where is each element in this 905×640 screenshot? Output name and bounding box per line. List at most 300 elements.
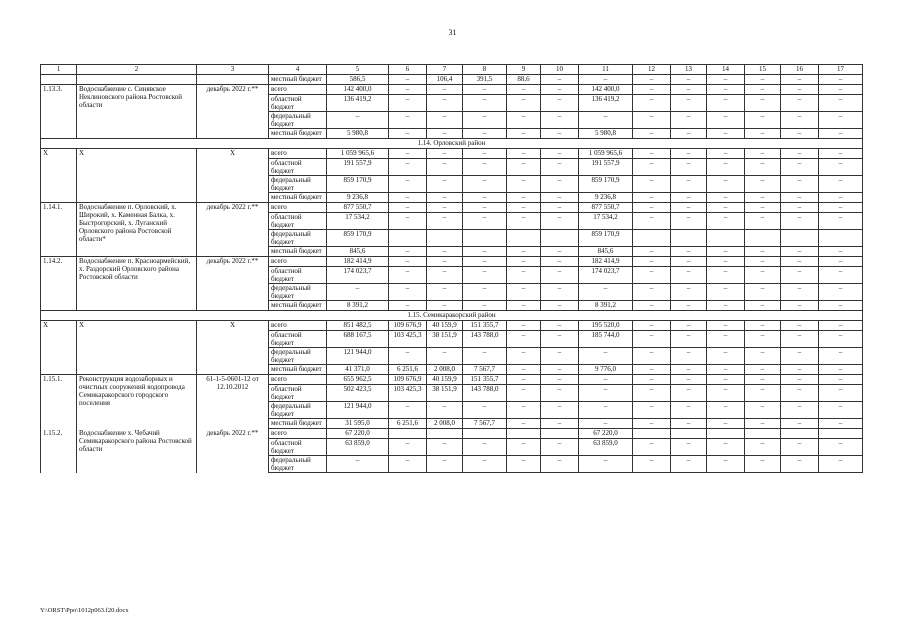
amount-cell: –	[507, 419, 541, 429]
item-deadline	[197, 75, 269, 85]
amount-cell: 2 008,0	[427, 419, 463, 429]
amount-cell: –	[427, 247, 463, 257]
budget-table	[40, 64, 863, 473]
amount-cell: –	[819, 419, 863, 429]
item-name: X	[77, 149, 197, 203]
amount-cell: 9 236,8	[579, 193, 633, 203]
amount-cell: –	[819, 375, 863, 385]
amount-cell	[707, 429, 745, 439]
column-number: 3	[197, 65, 269, 75]
amount-cell: –	[819, 149, 863, 159]
amount-cell: –	[507, 365, 541, 375]
amount-cell: 655 962,5	[327, 375, 389, 385]
amount-cell: 502 423,5	[327, 385, 389, 402]
amount-cell: –	[707, 149, 745, 159]
amount-cell: –	[507, 375, 541, 385]
amount-cell: –	[707, 385, 745, 402]
funding-source: областной бюджет	[269, 95, 327, 112]
amount-cell	[463, 230, 507, 247]
amount-cell: 7 567,7	[463, 419, 507, 429]
amount-cell: –	[507, 284, 541, 301]
amount-cell: –	[633, 203, 671, 213]
amount-cell: –	[707, 456, 745, 473]
amount-cell: –	[389, 257, 427, 267]
item-number: 1.14.1.	[41, 203, 77, 257]
amount-cell: –	[389, 149, 427, 159]
amount-cell: –	[427, 203, 463, 213]
amount-cell: –	[633, 257, 671, 267]
amount-cell: –	[745, 203, 781, 213]
amount-cell: 877 550,7	[327, 203, 389, 213]
amount-cell: –	[633, 95, 671, 112]
amount-cell: –	[707, 95, 745, 112]
amount-cell: –	[633, 331, 671, 348]
amount-cell: –	[707, 267, 745, 284]
amount-cell: 688 167,5	[327, 331, 389, 348]
amount-cell: –	[507, 257, 541, 267]
funding-source: областной бюджет	[269, 439, 327, 456]
amount-cell: 185 744,0	[579, 331, 633, 348]
amount-cell: –	[463, 129, 507, 139]
item-name: Водоснабжение с. Синявское Неклиновского района Ростовской области	[77, 85, 197, 139]
amount-cell	[541, 429, 579, 439]
amount-cell: –	[671, 193, 707, 203]
amount-cell: –	[633, 159, 671, 176]
amount-cell	[427, 429, 463, 439]
column-number: 13	[671, 65, 707, 75]
item-number: 1.15.2.	[41, 429, 77, 473]
amount-cell: –	[427, 284, 463, 301]
amount-cell: 41 371,0	[327, 365, 389, 375]
amount-cell: –	[633, 149, 671, 159]
amount-cell: –	[819, 439, 863, 456]
amount-cell: –	[389, 284, 427, 301]
amount-cell: –	[579, 419, 633, 429]
amount-cell: –	[781, 456, 819, 473]
amount-cell: –	[707, 284, 745, 301]
amount-cell: 151 355,7	[463, 321, 507, 331]
amount-cell: –	[463, 247, 507, 257]
amount-cell: –	[507, 348, 541, 365]
amount-cell: –	[633, 301, 671, 311]
amount-cell: –	[745, 456, 781, 473]
amount-cell: 63 859,0	[579, 439, 633, 456]
amount-cell: 845,6	[327, 247, 389, 257]
amount-cell: –	[819, 159, 863, 176]
amount-cell: –	[707, 159, 745, 176]
amount-cell: –	[541, 159, 579, 176]
header-row	[41, 65, 863, 75]
amount-cell: –	[707, 112, 745, 129]
amount-cell: –	[327, 112, 389, 129]
amount-cell: –	[781, 193, 819, 203]
amount-cell: –	[463, 193, 507, 203]
amount-cell: –	[745, 95, 781, 112]
column-number: 7	[427, 65, 463, 75]
amount-cell: –	[781, 284, 819, 301]
amount-cell: 191 557,9	[327, 159, 389, 176]
amount-cell: –	[819, 176, 863, 193]
amount-cell: –	[671, 95, 707, 112]
amount-cell: –	[819, 213, 863, 230]
amount-cell: –	[389, 247, 427, 257]
amount-cell: 142 400,0	[327, 85, 389, 95]
amount-cell: –	[327, 456, 389, 473]
amount-cell: –	[507, 439, 541, 456]
amount-cell: –	[633, 402, 671, 419]
amount-cell: –	[579, 375, 633, 385]
amount-cell: –	[389, 456, 427, 473]
amount-cell: –	[671, 419, 707, 429]
amount-cell: –	[707, 85, 745, 95]
amount-cell: –	[671, 321, 707, 331]
amount-cell: –	[633, 112, 671, 129]
amount-cell: –	[507, 456, 541, 473]
amount-cell: 859 170,9	[327, 176, 389, 193]
amount-cell: –	[633, 385, 671, 402]
amount-cell: –	[507, 95, 541, 112]
amount-cell: –	[507, 85, 541, 95]
amount-cell: 31 595,0	[327, 419, 389, 429]
item-number: X	[41, 149, 77, 203]
amount-cell: –	[633, 439, 671, 456]
column-number: 14	[707, 65, 745, 75]
amount-cell: –	[541, 321, 579, 331]
amount-cell: –	[745, 149, 781, 159]
amount-cell: –	[707, 419, 745, 429]
amount-cell: –	[633, 75, 671, 85]
amount-cell: –	[633, 348, 671, 365]
amount-cell: –	[745, 348, 781, 365]
amount-cell: –	[463, 267, 507, 284]
amount-cell: –	[745, 331, 781, 348]
amount-cell: –	[781, 375, 819, 385]
amount-cell: –	[463, 176, 507, 193]
amount-cell: –	[541, 439, 579, 456]
amount-cell: –	[745, 176, 781, 193]
funding-source: областной бюджет	[269, 331, 327, 348]
amount-cell: –	[671, 402, 707, 419]
table-row	[41, 257, 863, 267]
amount-cell: –	[579, 75, 633, 85]
amount-cell: –	[507, 267, 541, 284]
amount-cell: –	[507, 213, 541, 230]
amount-cell: –	[427, 213, 463, 230]
amount-cell: –	[819, 95, 863, 112]
funding-source: федеральный бюджет	[269, 284, 327, 301]
amount-cell: 5 980,8	[579, 129, 633, 139]
amount-cell: –	[541, 247, 579, 257]
amount-cell: 106,4	[427, 75, 463, 85]
amount-cell: –	[427, 193, 463, 203]
amount-cell: 17 534,2	[579, 213, 633, 230]
funding-source: всего	[269, 257, 327, 267]
amount-cell: –	[819, 284, 863, 301]
amount-cell: –	[819, 85, 863, 95]
amount-cell: –	[781, 301, 819, 311]
amount-cell: 5 980,8	[327, 129, 389, 139]
funding-source: всего	[269, 321, 327, 331]
amount-cell: –	[507, 149, 541, 159]
amount-cell: –	[819, 456, 863, 473]
amount-cell: 88,6	[507, 75, 541, 85]
table-row	[41, 375, 863, 385]
amount-cell: –	[819, 331, 863, 348]
amount-cell: –	[671, 375, 707, 385]
amount-cell: –	[327, 284, 389, 301]
amount-cell: –	[463, 348, 507, 365]
amount-cell: –	[745, 385, 781, 402]
amount-cell: –	[819, 348, 863, 365]
section-row	[41, 139, 863, 149]
amount-cell: –	[389, 129, 427, 139]
item-name: X	[77, 321, 197, 375]
amount-cell: –	[463, 456, 507, 473]
amount-cell: –	[633, 365, 671, 375]
item-deadline: 61-1-5-0601-12 от 12.10.2012	[197, 375, 269, 429]
funding-source: местный бюджет	[269, 75, 327, 85]
amount-cell: 109 676,9	[389, 321, 427, 331]
section-title: 1.14. Орловский район	[41, 139, 863, 149]
amount-cell: –	[781, 439, 819, 456]
amount-cell: –	[633, 419, 671, 429]
amount-cell: –	[707, 193, 745, 203]
amount-cell: –	[463, 402, 507, 419]
amount-cell	[389, 230, 427, 247]
amount-cell: 38 151,9	[427, 331, 463, 348]
amount-cell: –	[707, 257, 745, 267]
amount-cell: –	[427, 85, 463, 95]
amount-cell: –	[707, 129, 745, 139]
amount-cell: –	[819, 203, 863, 213]
amount-cell: –	[781, 247, 819, 257]
amount-cell: –	[427, 149, 463, 159]
funding-source: областной бюджет	[269, 385, 327, 402]
amount-cell: –	[541, 112, 579, 129]
amount-cell: –	[707, 301, 745, 311]
amount-cell: 174 023,7	[579, 267, 633, 284]
amount-cell: 38 151,9	[427, 385, 463, 402]
amount-cell: 136 419,2	[579, 95, 633, 112]
amount-cell: –	[707, 213, 745, 230]
amount-cell: –	[745, 193, 781, 203]
amount-cell: 195 520,0	[579, 321, 633, 331]
amount-cell: –	[579, 284, 633, 301]
amount-cell: –	[781, 85, 819, 95]
item-deadline: декабрь 2022 г.**	[197, 429, 269, 473]
section-title: 1.15. Семикаракорский район	[41, 311, 863, 321]
amount-cell: –	[541, 149, 579, 159]
amount-cell: –	[707, 348, 745, 365]
funding-source: местный бюджет	[269, 365, 327, 375]
funding-source: федеральный бюджет	[269, 402, 327, 419]
amount-cell: 1 059 965,6	[327, 149, 389, 159]
table-row	[41, 75, 863, 85]
funding-source: местный бюджет	[269, 301, 327, 311]
amount-cell: –	[633, 129, 671, 139]
amount-cell: –	[633, 213, 671, 230]
funding-source: всего	[269, 85, 327, 95]
amount-cell: –	[427, 176, 463, 193]
amount-cell: –	[781, 365, 819, 375]
amount-cell: 2 008,0	[427, 365, 463, 375]
amount-cell: –	[819, 247, 863, 257]
amount-cell: –	[745, 365, 781, 375]
amount-cell: –	[707, 247, 745, 257]
amount-cell: 67 220,0	[579, 429, 633, 439]
column-number: 11	[579, 65, 633, 75]
amount-cell: –	[389, 439, 427, 456]
table-row	[41, 321, 863, 331]
amount-cell: 1 059 965,6	[579, 149, 633, 159]
amount-cell: 17 534,2	[327, 213, 389, 230]
amount-cell: –	[463, 301, 507, 311]
amount-cell: –	[745, 213, 781, 230]
amount-cell: –	[633, 85, 671, 95]
amount-cell: 142 400,0	[579, 85, 633, 95]
amount-cell: –	[507, 385, 541, 402]
amount-cell: –	[389, 112, 427, 129]
amount-cell: –	[671, 159, 707, 176]
amount-cell: –	[781, 321, 819, 331]
amount-cell: –	[389, 213, 427, 230]
amount-cell: –	[745, 301, 781, 311]
amount-cell: –	[819, 385, 863, 402]
amount-cell: –	[781, 402, 819, 419]
amount-cell: 136 419,2	[327, 95, 389, 112]
amount-cell: –	[427, 112, 463, 129]
amount-cell: 103 425,3	[389, 331, 427, 348]
amount-cell: –	[579, 348, 633, 365]
column-number: 4	[269, 65, 327, 75]
item-number: X	[41, 321, 77, 375]
amount-cell: 9 776,0	[579, 365, 633, 375]
amount-cell: –	[781, 419, 819, 429]
amount-cell: –	[671, 257, 707, 267]
amount-cell: –	[819, 193, 863, 203]
amount-cell: –	[781, 95, 819, 112]
amount-cell: –	[671, 75, 707, 85]
amount-cell: –	[427, 129, 463, 139]
funding-source: всего	[269, 429, 327, 439]
amount-cell: –	[745, 159, 781, 176]
amount-cell: –	[389, 85, 427, 95]
amount-cell: –	[819, 402, 863, 419]
funding-source: всего	[269, 149, 327, 159]
amount-cell	[427, 230, 463, 247]
amount-cell: –	[389, 176, 427, 193]
amount-cell: –	[507, 402, 541, 419]
amount-cell: –	[819, 112, 863, 129]
funding-source: федеральный бюджет	[269, 176, 327, 193]
amount-cell	[671, 429, 707, 439]
amount-cell: –	[541, 267, 579, 284]
amount-cell: –	[671, 348, 707, 365]
amount-cell: –	[463, 284, 507, 301]
amount-cell: 859 170,9	[579, 176, 633, 193]
column-number: 16	[781, 65, 819, 75]
amount-cell: –	[707, 439, 745, 456]
amount-cell: 9 236,8	[327, 193, 389, 203]
amount-cell: –	[541, 85, 579, 95]
amount-cell: –	[389, 95, 427, 112]
amount-cell: –	[781, 213, 819, 230]
amount-cell: –	[671, 247, 707, 257]
column-number: 5	[327, 65, 389, 75]
amount-cell: –	[819, 365, 863, 375]
amount-cell: –	[745, 75, 781, 85]
amount-cell: –	[541, 419, 579, 429]
amount-cell: –	[671, 213, 707, 230]
amount-cell	[507, 230, 541, 247]
amount-cell: –	[507, 301, 541, 311]
amount-cell: –	[707, 321, 745, 331]
item-deadline: X	[197, 321, 269, 375]
amount-cell: –	[819, 301, 863, 311]
amount-cell: –	[633, 456, 671, 473]
amount-cell: –	[745, 321, 781, 331]
amount-cell: –	[427, 439, 463, 456]
amount-cell	[671, 230, 707, 247]
amount-cell: –	[389, 75, 427, 85]
amount-cell: –	[671, 149, 707, 159]
amount-cell: –	[671, 439, 707, 456]
amount-cell: –	[819, 257, 863, 267]
funding-source: местный бюджет	[269, 419, 327, 429]
amount-cell: –	[507, 193, 541, 203]
amount-cell: –	[541, 129, 579, 139]
amount-cell: –	[463, 95, 507, 112]
amount-cell: –	[463, 112, 507, 129]
amount-cell: –	[389, 301, 427, 311]
amount-cell: –	[781, 257, 819, 267]
amount-cell: –	[541, 257, 579, 267]
amount-cell: 8 391,2	[327, 301, 389, 311]
amount-cell: –	[633, 321, 671, 331]
amount-cell: –	[541, 193, 579, 203]
amount-cell: –	[507, 321, 541, 331]
item-name	[77, 75, 197, 85]
amount-cell: –	[671, 112, 707, 129]
funding-source: всего	[269, 375, 327, 385]
amount-cell: 109 676,9	[389, 375, 427, 385]
column-number: 9	[507, 65, 541, 75]
item-name: Водоснабжение п. Красноармейский, х. Раздорский Орловского района Ростовской области	[77, 257, 197, 311]
amount-cell: –	[389, 348, 427, 365]
amount-cell	[633, 429, 671, 439]
amount-cell: 6 251,6	[389, 419, 427, 429]
amount-cell: –	[819, 321, 863, 331]
amount-cell: –	[707, 331, 745, 348]
amount-cell: –	[541, 331, 579, 348]
amount-cell: –	[507, 112, 541, 129]
amount-cell: –	[819, 129, 863, 139]
amount-cell: –	[781, 129, 819, 139]
amount-cell: –	[389, 193, 427, 203]
funding-source: федеральный бюджет	[269, 112, 327, 129]
amount-cell: –	[463, 85, 507, 95]
amount-cell: –	[541, 456, 579, 473]
funding-source: областной бюджет	[269, 213, 327, 230]
column-number: 10	[541, 65, 579, 75]
amount-cell: –	[633, 247, 671, 257]
column-number: 12	[633, 65, 671, 75]
amount-cell: –	[579, 385, 633, 402]
amount-cell	[463, 429, 507, 439]
amount-cell: –	[745, 85, 781, 95]
amount-cell: –	[541, 385, 579, 402]
amount-cell: –	[671, 129, 707, 139]
